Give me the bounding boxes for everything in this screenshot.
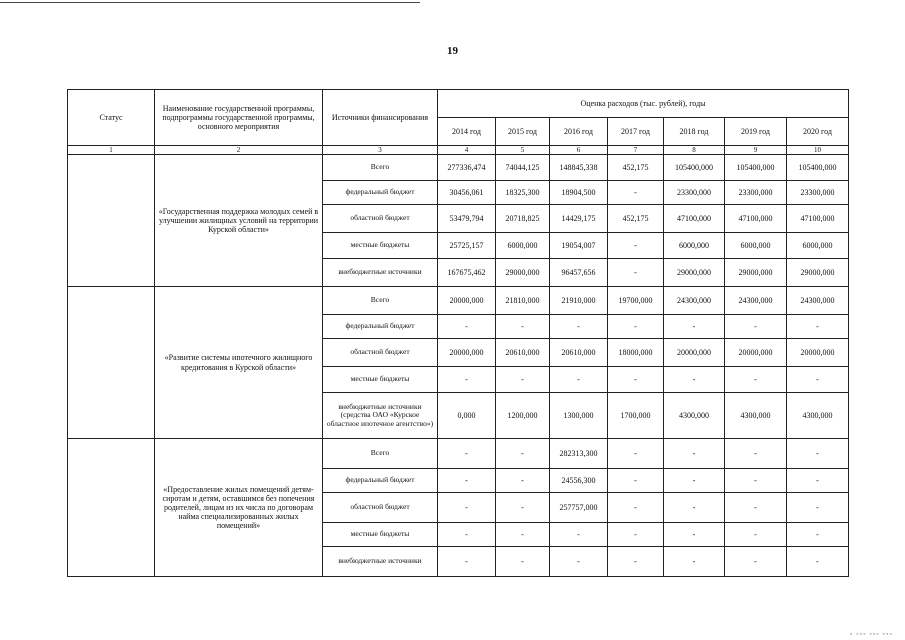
amount-cell: - — [550, 315, 608, 339]
table-row — [68, 287, 849, 315]
column-number: 9 — [725, 146, 787, 155]
amount-cell: 14429,175 — [550, 205, 608, 233]
amount-cell: - — [787, 493, 849, 523]
amount-cell: 6000,000 — [664, 233, 725, 259]
column-number: 3 — [323, 146, 438, 155]
column-number: 8 — [664, 146, 725, 155]
amount-cell: - — [438, 439, 496, 469]
program-name-cell: «Государственная поддержка молодых семей в улучшении жилищных условий на территории Курской области» — [155, 155, 323, 287]
funding-source-cell: федеральный бюджет — [323, 181, 438, 205]
amount-cell: 19700,000 — [608, 287, 664, 315]
amount-cell: 24556,300 — [550, 469, 608, 493]
header-row-1 — [68, 90, 849, 118]
amount-cell: 18325,300 — [496, 181, 550, 205]
amount-cell: - — [787, 439, 849, 469]
amount-cell: - — [550, 547, 608, 577]
amount-cell: - — [725, 439, 787, 469]
column-number: 2 — [155, 146, 323, 155]
amount-cell: - — [725, 493, 787, 523]
amount-cell: 30456,061 — [438, 181, 496, 205]
funding-source-cell: местные бюджеты — [323, 367, 438, 393]
amount-cell: - — [550, 523, 608, 547]
funding-source-cell: внебюджетные источники — [323, 259, 438, 287]
amount-cell: 29000,000 — [496, 259, 550, 287]
amount-cell: - — [438, 547, 496, 577]
header-sources: Источники финансирования — [323, 90, 438, 146]
amount-cell: - — [664, 547, 725, 577]
amount-cell: 29000,000 — [664, 259, 725, 287]
amount-cell: - — [608, 315, 664, 339]
program-name-cell: «Предоставление жилых помещений детям-сиротам и детям, оставшимся без попечения родителей, лицам из их числа по договорам найма специализированных жилых помещений» — [155, 439, 323, 577]
amount-cell: - — [608, 367, 664, 393]
amount-cell: 18000,000 — [608, 339, 664, 367]
funding-source-cell: областной бюджет — [323, 205, 438, 233]
amount-cell: 47100,000 — [787, 205, 849, 233]
amount-cell: - — [608, 181, 664, 205]
amount-cell: 96457,656 — [550, 259, 608, 287]
amount-cell: - — [496, 367, 550, 393]
top-rule — [0, 2, 420, 3]
amount-cell: - — [787, 367, 849, 393]
amount-cell: 23300,000 — [664, 181, 725, 205]
column-number: 6 — [550, 146, 608, 155]
amount-cell: - — [608, 259, 664, 287]
amount-cell: 74044,125 — [496, 155, 550, 181]
status-cell — [68, 155, 155, 287]
column-number: 10 — [787, 146, 849, 155]
amount-cell: 53479,794 — [438, 205, 496, 233]
amount-cell: 24300,000 — [787, 287, 849, 315]
column-number: 5 — [496, 146, 550, 155]
funding-source-cell: внебюджетные источники — [323, 547, 438, 577]
amount-cell: - — [664, 469, 725, 493]
amount-cell: 6000,000 — [496, 233, 550, 259]
header-year: 2015 год — [496, 118, 550, 146]
funding-source-cell: Всего — [323, 439, 438, 469]
amount-cell: - — [664, 439, 725, 469]
amount-cell: - — [664, 523, 725, 547]
funding-source-cell: внебюджетные источники (средства ОАО «Курское областное ипотечное агентство») — [323, 393, 438, 439]
amount-cell: - — [608, 493, 664, 523]
amount-cell: 167675,462 — [438, 259, 496, 287]
amount-cell: 23300,000 — [725, 181, 787, 205]
amount-cell: 20000,000 — [725, 339, 787, 367]
amount-cell: 105400,000 — [664, 155, 725, 181]
status-cell — [68, 439, 155, 577]
amount-cell: 47100,000 — [664, 205, 725, 233]
funding-source-cell: областной бюджет — [323, 493, 438, 523]
amount-cell: 452,175 — [608, 155, 664, 181]
amount-cell: 20000,000 — [438, 339, 496, 367]
funding-source-cell: федеральный бюджет — [323, 469, 438, 493]
amount-cell: - — [608, 469, 664, 493]
amount-cell: 277336,474 — [438, 155, 496, 181]
amount-cell: 20000,000 — [787, 339, 849, 367]
column-numbers-row — [68, 146, 849, 155]
amount-cell: - — [496, 523, 550, 547]
amount-cell: 4300,000 — [664, 393, 725, 439]
page-number: 19 — [447, 45, 458, 57]
amount-cell: - — [725, 547, 787, 577]
amount-cell: - — [725, 367, 787, 393]
amount-cell: 6000,000 — [725, 233, 787, 259]
header-status: Статус — [68, 90, 155, 146]
amount-cell: - — [664, 367, 725, 393]
amount-cell: 148845,338 — [550, 155, 608, 181]
status-cell — [68, 287, 155, 439]
amount-cell: 18904,500 — [550, 181, 608, 205]
amount-cell: - — [438, 493, 496, 523]
amount-cell: 20000,000 — [438, 287, 496, 315]
amount-cell: 105400,000 — [725, 155, 787, 181]
header-year: 2014 год — [438, 118, 496, 146]
table-row — [68, 155, 849, 181]
amount-cell: 1300,000 — [550, 393, 608, 439]
amount-cell: 282313,300 — [550, 439, 608, 469]
amount-cell: - — [496, 315, 550, 339]
funding-source-cell: местные бюджеты — [323, 233, 438, 259]
amount-cell: 29000,000 — [725, 259, 787, 287]
amount-cell: - — [787, 315, 849, 339]
header-year: 2017 год — [608, 118, 664, 146]
amount-cell: 20000,000 — [664, 339, 725, 367]
amount-cell: - — [438, 367, 496, 393]
amount-cell: 257757,000 — [550, 493, 608, 523]
amount-cell: - — [787, 523, 849, 547]
amount-cell: - — [725, 469, 787, 493]
funding-source-cell: Всего — [323, 155, 438, 181]
amount-cell: - — [496, 547, 550, 577]
amount-cell: 23300,000 — [787, 181, 849, 205]
amount-cell: 24300,000 — [725, 287, 787, 315]
header-year: 2018 год — [664, 118, 725, 146]
funding-source-cell: федеральный бюджет — [323, 315, 438, 339]
amount-cell: 24300,000 — [664, 287, 725, 315]
budget-table — [67, 89, 849, 577]
header-estimate: Оценка расходов (тыс. рублей), годы — [438, 90, 849, 118]
amount-cell: 1700,000 — [608, 393, 664, 439]
funding-source-cell: Всего — [323, 287, 438, 315]
amount-cell: - — [608, 547, 664, 577]
amount-cell: 4300,000 — [725, 393, 787, 439]
amount-cell: - — [496, 439, 550, 469]
column-number: 7 — [608, 146, 664, 155]
header-year: 2016 год — [550, 118, 608, 146]
amount-cell: 21810,000 — [496, 287, 550, 315]
amount-cell: 0,000 — [438, 393, 496, 439]
column-number: 4 — [438, 146, 496, 155]
amount-cell: 105400,000 — [787, 155, 849, 181]
amount-cell: 6000,000 — [787, 233, 849, 259]
amount-cell: - — [608, 523, 664, 547]
amount-cell: - — [608, 439, 664, 469]
amount-cell: 21910,000 — [550, 287, 608, 315]
amount-cell: 20610,000 — [550, 339, 608, 367]
amount-cell: - — [608, 233, 664, 259]
amount-cell: 1200,000 — [496, 393, 550, 439]
funding-source-cell: областной бюджет — [323, 339, 438, 367]
amount-cell: - — [496, 469, 550, 493]
amount-cell: - — [725, 315, 787, 339]
table-row — [68, 439, 849, 469]
amount-cell: 452,175 — [608, 205, 664, 233]
amount-cell: - — [787, 469, 849, 493]
amount-cell: 4300,000 — [787, 393, 849, 439]
header-year: 2020 год — [787, 118, 849, 146]
amount-cell: - — [438, 523, 496, 547]
amount-cell: - — [664, 493, 725, 523]
scan-footer-mark: ▪ ▪▪▪ ▪▪▪ ▪▪▪ — [849, 630, 893, 638]
amount-cell: 25725,157 — [438, 233, 496, 259]
amount-cell: 47100,000 — [725, 205, 787, 233]
column-number: 1 — [68, 146, 155, 155]
amount-cell: - — [438, 469, 496, 493]
amount-cell: 19054,007 — [550, 233, 608, 259]
program-name-cell: «Развитие системы ипотечного жилищного кредитования в Курской области» — [155, 287, 323, 439]
amount-cell: - — [496, 493, 550, 523]
amount-cell: - — [550, 367, 608, 393]
header-year: 2019 год — [725, 118, 787, 146]
amount-cell: - — [725, 523, 787, 547]
amount-cell: 29000,000 — [787, 259, 849, 287]
funding-source-cell: местные бюджеты — [323, 523, 438, 547]
amount-cell: 20610,000 — [496, 339, 550, 367]
amount-cell: 20718,825 — [496, 205, 550, 233]
amount-cell: - — [787, 547, 849, 577]
header-name: Наименование государственной программы, подпрограммы государственной программы, основного мероприятия — [155, 90, 323, 146]
amount-cell: - — [438, 315, 496, 339]
amount-cell: - — [664, 315, 725, 339]
